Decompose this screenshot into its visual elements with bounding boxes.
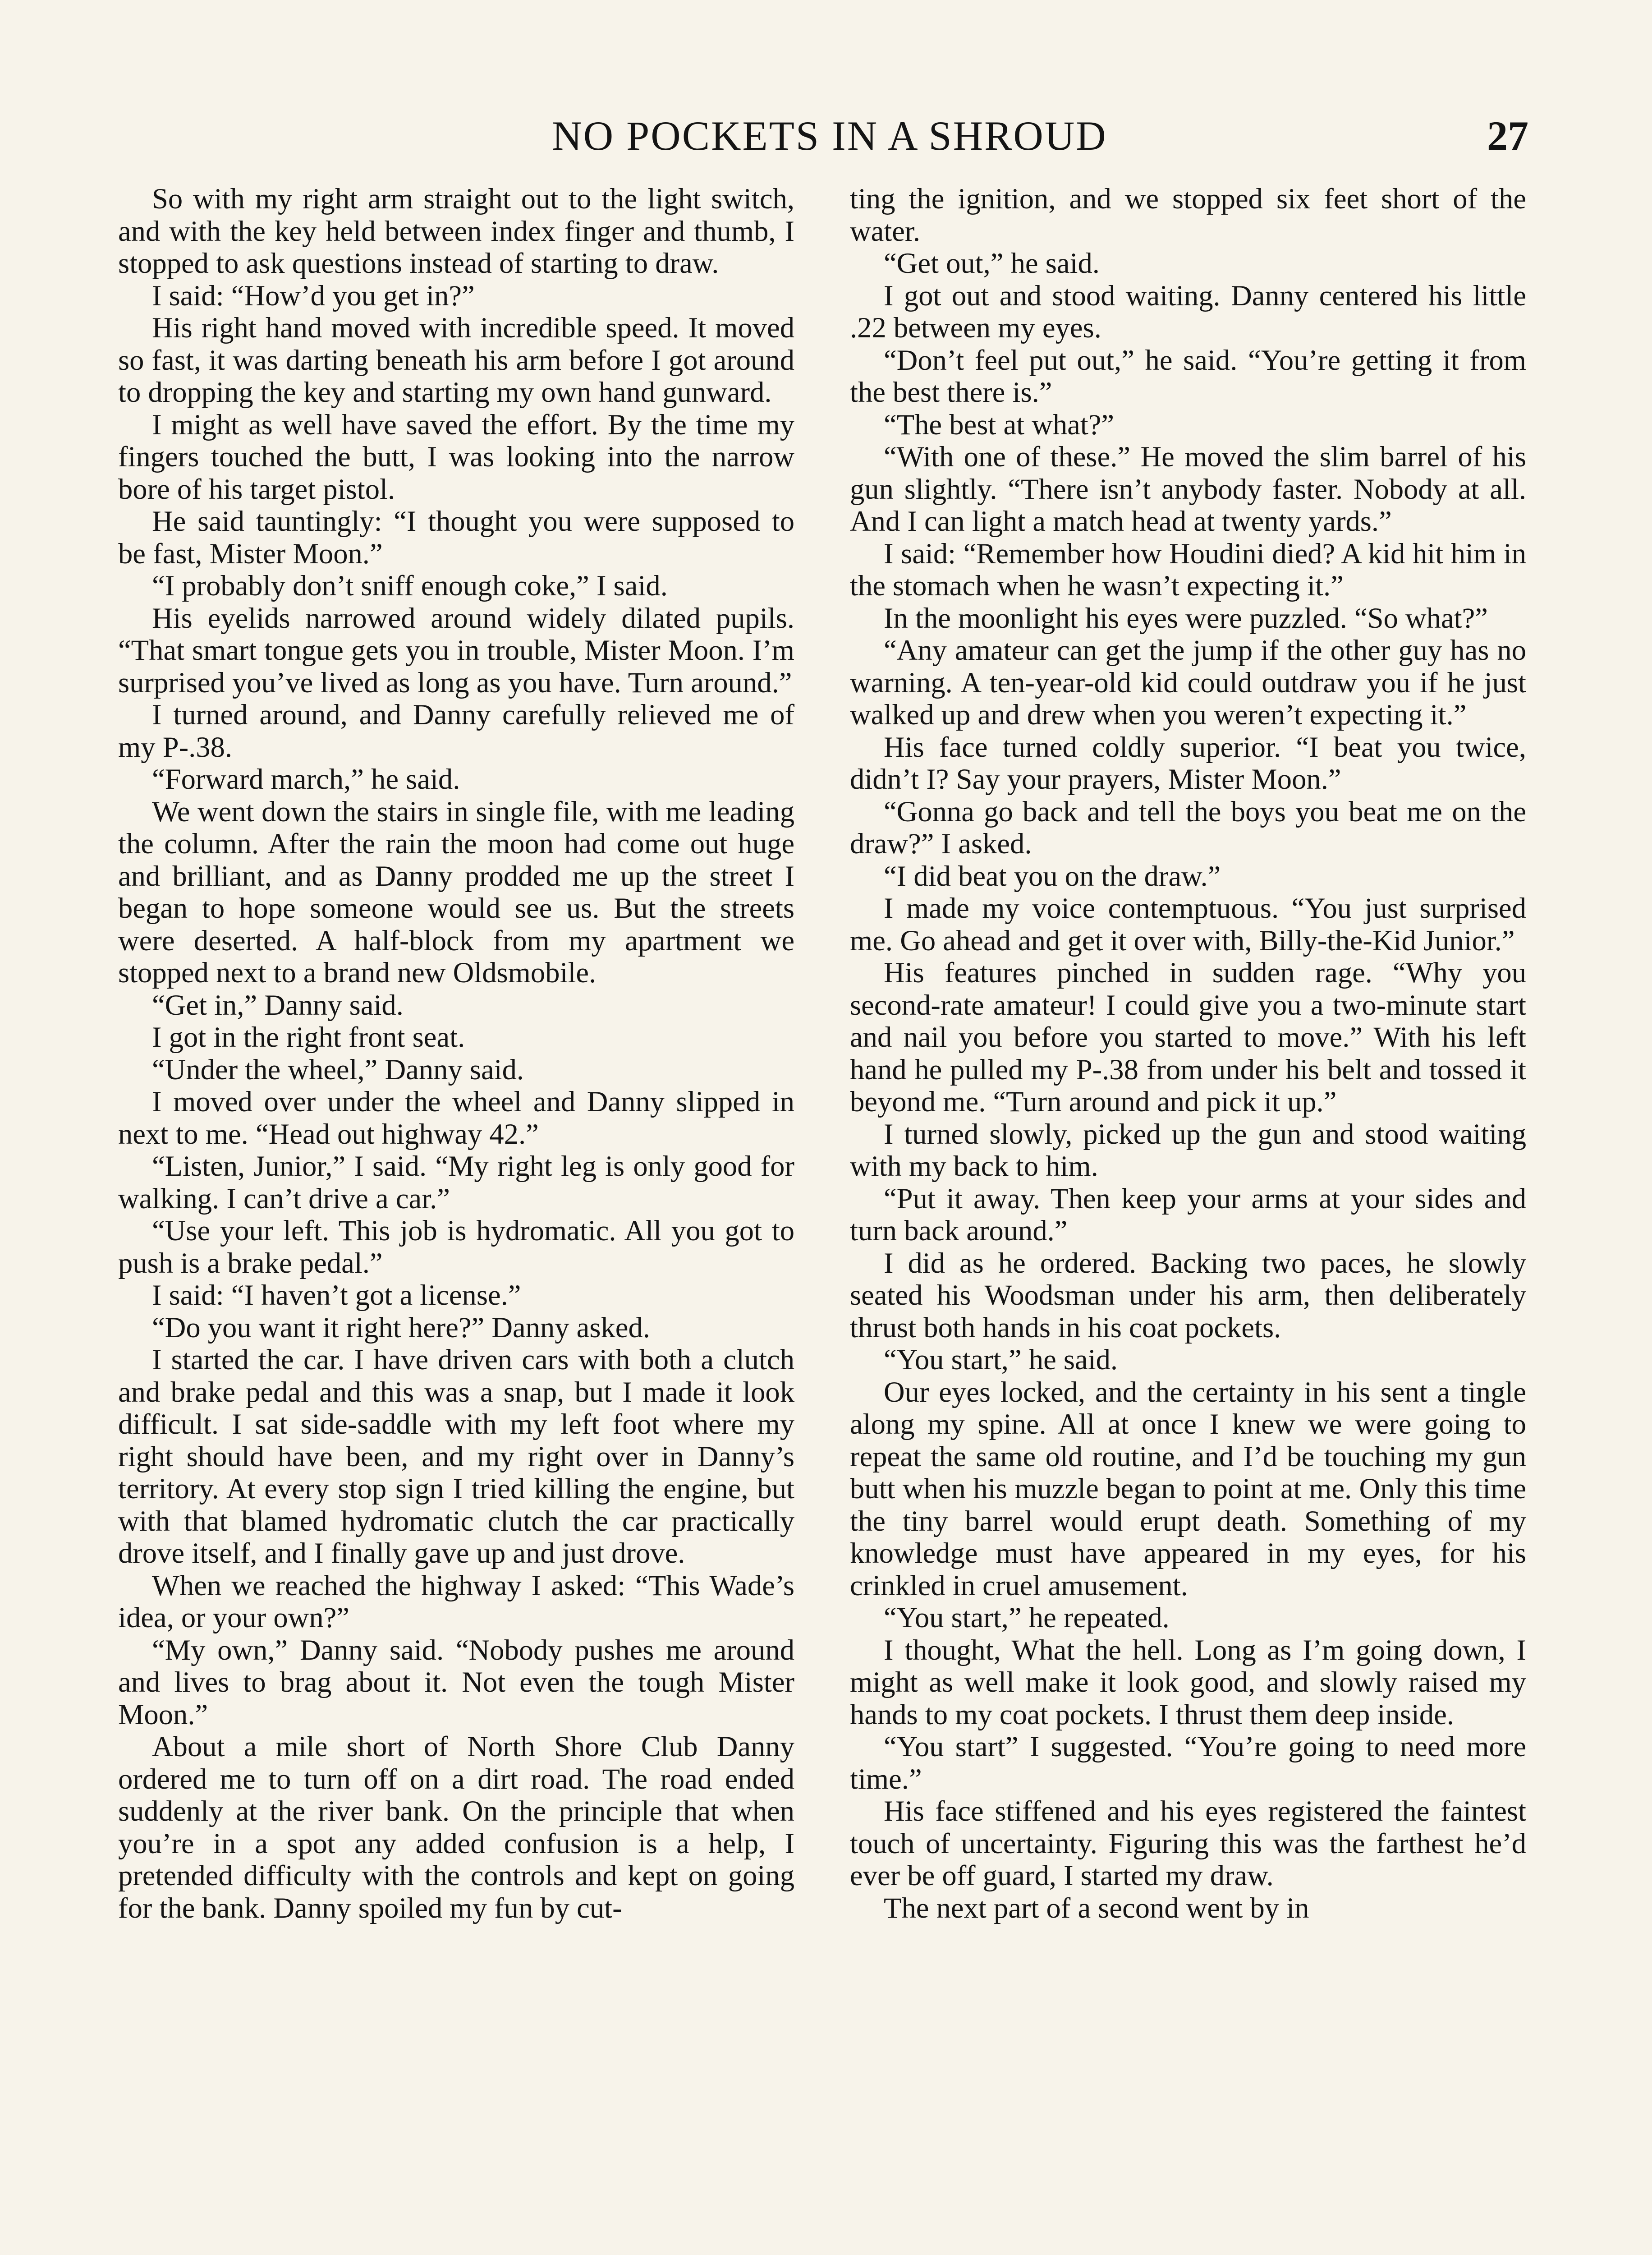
left-text-column — [118, 183, 794, 1924]
paragraph: I thought, What the hell. Long as I’m going down, I might as well make it look good, and slowly raised my hands to my coat pockets. I thrust them deep inside. — [850, 1633, 1526, 1730]
paragraph: When we reached the highway I asked: “This Wade’s idea, or your own?” — [118, 1569, 794, 1634]
paragraph: His face turned coldly superior. “I beat you twice, didn’t I? Say your prayers, Mister Moon.” — [850, 730, 1526, 795]
paragraph: I did as he ordered. Backing two paces, he slowly seated his Woodsman under his arm, then deliberately thrust both hands in his coat pockets. — [850, 1246, 1526, 1344]
paragraph: “You start,” he said. — [884, 1343, 1118, 1376]
paragraph: I turned slowly, picked up the gun and stood waiting with my back to him. — [850, 1117, 1526, 1182]
paragraph: I might as well have saved the effort. By the time my fingers touched the butt, I was looking into the narrow bore of his target pistol. — [118, 408, 794, 505]
paragraph: I started the car. I have driven cars with both a clutch and brake pedal and this was a snap, but I made it look difficult. I sat side-saddle with my left foot where my right should have been, and my right over in Danny’s territory. At every stop sign I tried killing the engine, but with that blamed hydromatic clutch the car practically drove itself, and I finally gave up and just drove. — [118, 1343, 794, 1569]
paragraph: Our eyes locked, and the certainty in his sent a tingle along my spine. All at once I knew we were going to repeat the same old routine, and I’d be touching my gun butt when his muzzle began to point at me. Only this time the tiny barrel would erupt death. Something of my knowledge must have appeared in my eyes, for his crinkled in cruel amusement. — [850, 1375, 1526, 1602]
paragraph: “You start,” he repeated. — [884, 1601, 1170, 1634]
paragraph: He said tauntingly: “I thought you were supposed to be fast, Mister Moon.” — [118, 505, 794, 570]
paragraph: “Get out,” he said. — [884, 247, 1100, 279]
paragraph: His right hand moved with incredible speed. It moved so fast, it was darting beneath his arm before I got around to dropping the key and starting my own hand gunward. — [118, 311, 794, 408]
paragraph: “My own,” Danny said. “Nobody pushes me around and lives to brag about it. Not even the tough Mister Moon.” — [118, 1633, 794, 1730]
paragraph: ting the ignition, and we stopped six feet short of the water. — [850, 182, 1526, 247]
paragraph: “Listen, Junior,” I said. “My right leg is only good for walking. I can’t drive a car.” — [118, 1150, 794, 1215]
paragraph: “You start” I suggested. “You’re going to need more time.” — [850, 1730, 1526, 1795]
paragraph: “With one of these.” He moved the slim barrel of his gun slightly. “There isn’t anybody faster. Nobody at all. And I can light a match head at twenty yards.” — [850, 440, 1526, 537]
paragraph: “Get in,” Danny said. — [152, 988, 404, 1021]
paragraph: The next part of a second went by in — [884, 1891, 1309, 1924]
paragraph: I said: “Remember how Houdini died? A kid hit him in the stomach when he wasn’t expecting it.” — [850, 537, 1526, 602]
paragraph: “Don’t feel put out,” he said. “You’re getting it from the best there is.” — [850, 343, 1526, 408]
paragraph: We went down the stairs in single file, with me leading the column. After the rain the moon had come out huge and brilliant, and as Danny prodded me up the street I began to hope someone would see us. But the streets were deserted. A half-block from my apartment we stopped next to a brand new Oldsmobile. — [118, 795, 794, 989]
paragraph: “Any amateur can get the jump if the other guy has no warning. A ten-year-old kid could outdraw you if he just walked up and drew when you weren’t expecting it.” — [850, 634, 1526, 731]
running-title: NO POCKETS IN A SHROUD — [552, 113, 1107, 159]
paragraph: His face stiffened and his eyes registered the faintest touch of uncertainty. Figuring this was the farthest he’d ever be off guard, I started my draw. — [850, 1795, 1526, 1891]
paragraph: “I did beat you on the draw.” — [884, 859, 1221, 892]
paragraph: In the moonlight his eyes were puzzled. “So what?” — [884, 601, 1488, 634]
page-number: 27 — [1487, 113, 1528, 159]
paragraph: His features pinched in sudden rage. “Why you second-rate amateur! I could give you a two-minute start and nail you before you started to move.” With his left hand he pulled my P-.38 from under his belt and tossed it beyond me. “Turn around and pick it up.” — [850, 956, 1526, 1118]
paragraph: “Under the wheel,” Danny said. — [152, 1053, 524, 1086]
right-text-column — [850, 183, 1526, 1924]
paragraph: “The best at what?” — [884, 408, 1115, 441]
paragraph: About a mile short of North Shore Club Danny ordered me to turn off on a dirt road. The road ended suddenly at the river bank. On the principle that when you’re in a spot any added confusion is a help, I pretended difficulty with the controls and kept on going for the bank. Danny spoiled my fun by cut- — [118, 1730, 794, 1924]
paragraph: I got in the right front seat. — [152, 1021, 465, 1053]
paragraph: “Do you want it right here?” Danny asked. — [152, 1311, 650, 1344]
running-header — [131, 112, 1528, 166]
paragraph: I said: “I haven’t got a license.” — [152, 1279, 521, 1311]
paragraph: I said: “How’d you get in?” — [152, 279, 475, 312]
paragraph: I moved over under the wheel and Danny slipped in next to me. “Head out highway 42.” — [118, 1085, 794, 1150]
paragraph: I made my voice contemptuous. “You just surprised me. Go ahead and get it over with, Billy-the-Kid Junior.” — [850, 892, 1526, 957]
paragraph: I turned around, and Danny carefully relieved me of my P-.38. — [118, 698, 794, 763]
paragraph: “Gonna go back and tell the boys you beat me on the draw?” I asked. — [850, 795, 1526, 860]
paragraph: “I probably don’t sniff enough coke,” I said. — [152, 569, 668, 602]
paragraph: I got out and stood waiting. Danny centered his little .22 between my eyes. — [850, 279, 1526, 344]
paragraph: “Use your left. This job is hydromatic. All you got to push is a brake pedal.” — [118, 1214, 794, 1279]
paragraph: “Forward march,” he said. — [152, 763, 460, 795]
paragraph: “Put it away. Then keep your arms at your sides and turn back around.” — [850, 1182, 1526, 1247]
paragraph: His eyelids narrowed around widely dilated pupils. “That smart tongue gets you in trouble, Mister Moon. I’m surprised you’ve lived as long as you have. Turn around.” — [118, 601, 794, 699]
paragraph: So with my right arm straight out to the light switch, and with the key held between index finger and thumb, I stopped to ask questions instead of starting to draw. — [118, 182, 794, 279]
